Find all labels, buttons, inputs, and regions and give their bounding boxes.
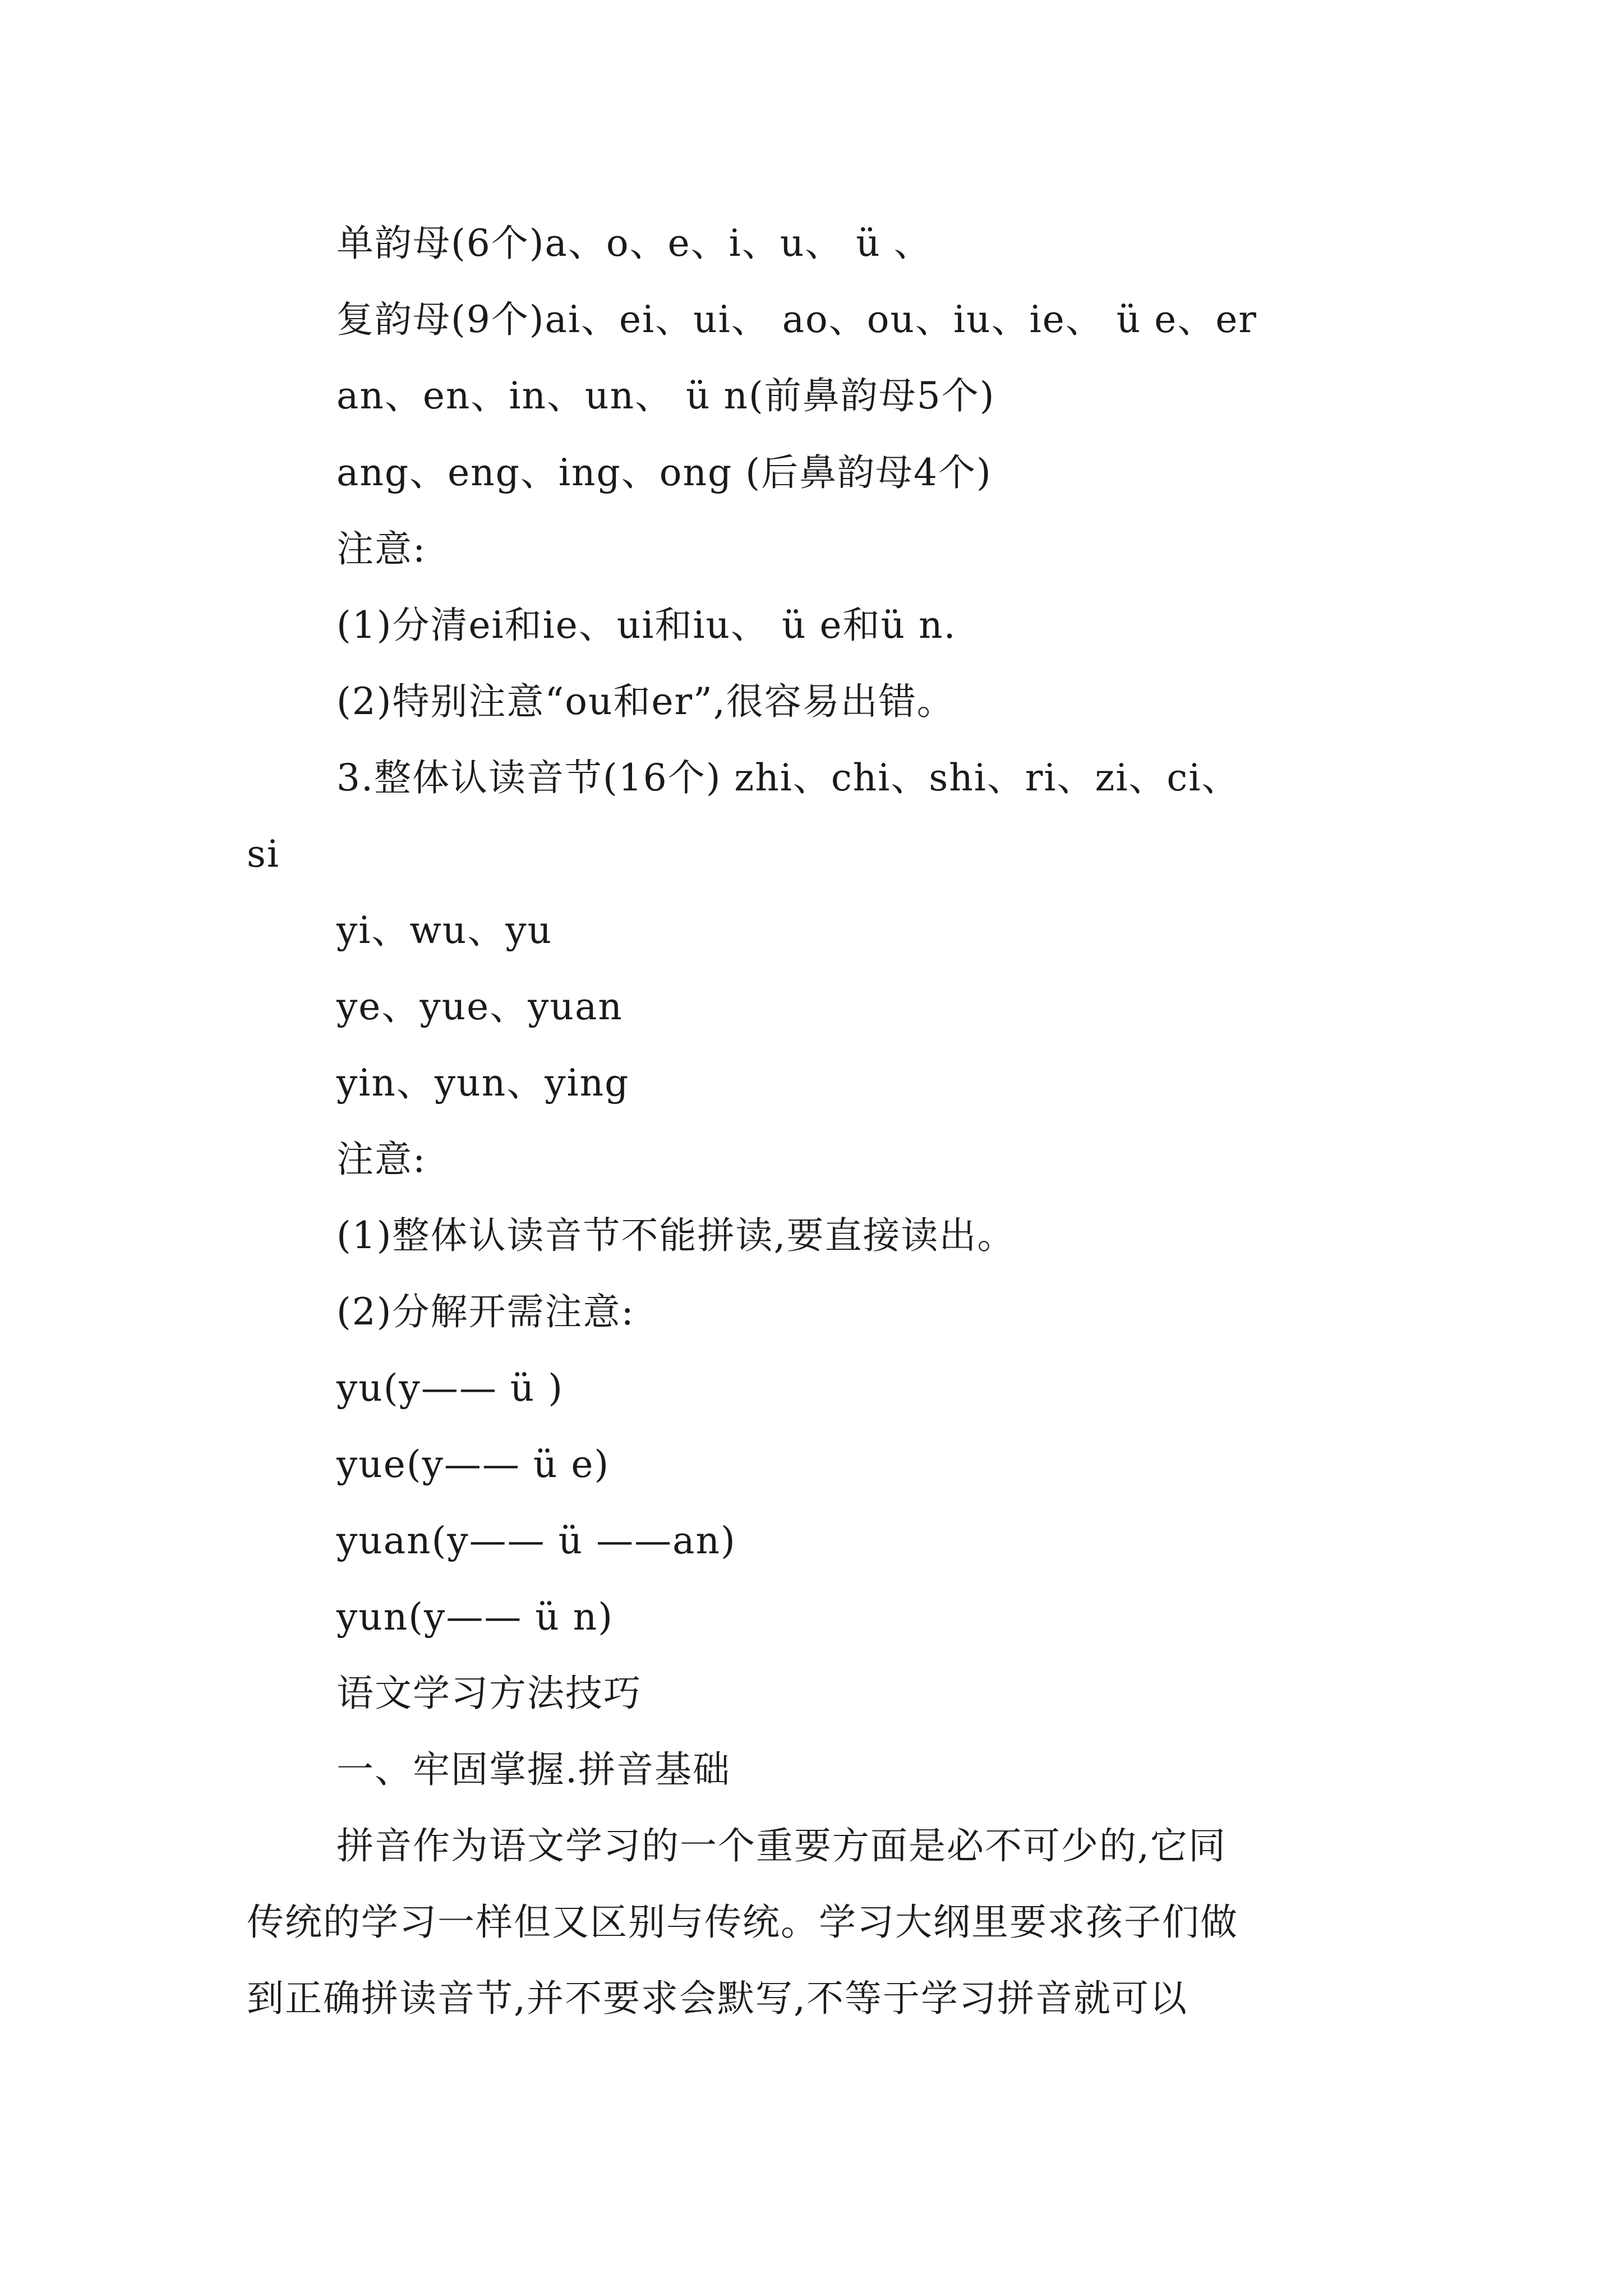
text-line-6: (1)分清ei和ie、ui和iu、 ü e和ü n. <box>336 604 957 647</box>
text-line-11: ye、yue、yuan <box>336 985 623 1028</box>
text-line-24: 到正确拼读音节,并不要求会默写,不等于学习拼音就可以 <box>247 1977 1188 2020</box>
text-line-17: yue(y—— ü e) <box>336 1443 610 1486</box>
text-line-12: yin、yun、ying <box>336 1061 630 1105</box>
text-line-5: 注意: <box>336 527 427 570</box>
text-line-21: 一、牢固掌握.拼音基础 <box>336 1748 731 1791</box>
text-line-3: an、en、in、un、 ü n(前鼻韵母5个) <box>336 374 995 417</box>
text-line-8: 3.整体认读音节(16个) zhi、chi、shi、ri、zi、ci、 <box>336 756 1240 799</box>
text-line-22: 拼音作为语文学习的一个重要方面是必不可少的,它同 <box>336 1824 1227 1867</box>
text-line-20: 语文学习方法技巧 <box>336 1672 642 1715</box>
text-line-23: 传统的学习一样但又区别与传统。学习大纲里要求孩子们做 <box>247 1901 1238 1944</box>
text-line-19: yun(y—— ü n) <box>336 1595 614 1639</box>
text-line-1: 单韵母(6个)a、o、e、i、u、 ü 、 <box>336 222 932 265</box>
text-line-10: yi、wu、yu <box>336 909 553 952</box>
text-line-4: ang、eng、ing、ong (后鼻韵母4个) <box>336 451 992 494</box>
text-line-2: 复韵母(9个)ai、ei、ui、 ao、ou、iu、ie、 ü e、er <box>336 298 1257 341</box>
text-line-14: (1)整体认读音节不能拼读,要直接读出。 <box>336 1214 1016 1257</box>
text-line-18: yuan(y—— ü ——an) <box>336 1519 736 1562</box>
text-line-7: (2)特别注意“ou和er”,很容易出错。 <box>336 680 955 723</box>
text-line-15: (2)分解开需注意: <box>336 1290 635 1333</box>
text-line-16: yu(y—— ü ) <box>336 1366 564 1410</box>
text-line-9: si <box>247 832 280 876</box>
text-line-13: 注意: <box>336 1138 427 1181</box>
